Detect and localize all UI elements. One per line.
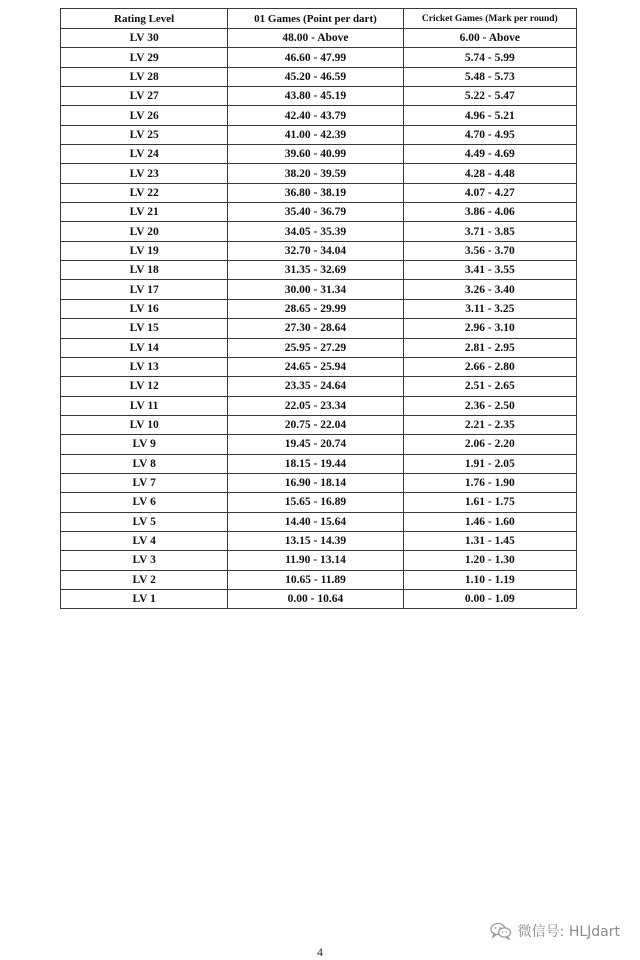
wechat-icon [490, 922, 512, 940]
table-row [61, 125, 577, 144]
table-row [61, 280, 577, 299]
cell-rating-level: LV 23 [61, 164, 228, 183]
cell-01-games: 42.40 - 43.79 [228, 106, 403, 125]
header-cricket-games: Cricket Games (Mark per round) [403, 9, 576, 29]
table-row [61, 589, 577, 608]
cell-01-games: 38.20 - 39.59 [228, 164, 403, 183]
table-row [61, 473, 577, 492]
cell-rating-level: LV 6 [61, 493, 228, 512]
cell-01-games: 30.00 - 31.34 [228, 280, 403, 299]
cell-rating-level: LV 28 [61, 67, 228, 86]
cell-cricket-games: 4.28 - 4.48 [403, 164, 576, 183]
table-row [61, 241, 577, 260]
table-row [61, 319, 577, 338]
cell-01-games: 23.35 - 24.64 [228, 377, 403, 396]
cell-cricket-games: 4.96 - 5.21 [403, 106, 576, 125]
cell-01-games: 15.65 - 16.89 [228, 493, 403, 512]
cell-cricket-games: 2.51 - 2.65 [403, 377, 576, 396]
table-row [61, 299, 577, 318]
cell-rating-level: LV 27 [61, 87, 228, 106]
cell-01-games: 20.75 - 22.04 [228, 415, 403, 434]
cell-cricket-games: 0.00 - 1.09 [403, 589, 576, 608]
cell-cricket-games: 3.56 - 3.70 [403, 241, 576, 260]
cell-rating-level: LV 24 [61, 145, 228, 164]
table-body [61, 29, 577, 609]
cell-01-games: 0.00 - 10.64 [228, 589, 403, 608]
table-row [61, 222, 577, 241]
cell-01-games: 36.80 - 38.19 [228, 183, 403, 202]
table-header [61, 9, 577, 29]
cell-rating-level: LV 12 [61, 377, 228, 396]
rating-level-table [60, 8, 577, 609]
cell-rating-level: LV 26 [61, 106, 228, 125]
table-row [61, 377, 577, 396]
cell-rating-level: LV 1 [61, 589, 228, 608]
cell-cricket-games: 1.46 - 1.60 [403, 512, 576, 531]
cell-rating-level: LV 20 [61, 222, 228, 241]
cell-cricket-games: 1.76 - 1.90 [403, 473, 576, 492]
cell-rating-level: LV 2 [61, 570, 228, 589]
cell-cricket-games: 4.07 - 4.27 [403, 183, 576, 202]
header-rating-level: Rating Level [61, 9, 228, 29]
cell-rating-level: LV 15 [61, 319, 228, 338]
cell-rating-level: LV 9 [61, 435, 228, 454]
cell-01-games: 45.20 - 46.59 [228, 67, 403, 86]
cell-01-games: 14.40 - 15.64 [228, 512, 403, 531]
cell-cricket-games: 3.41 - 3.55 [403, 261, 576, 280]
cell-rating-level: LV 11 [61, 396, 228, 415]
table-row [61, 164, 577, 183]
cell-cricket-games: 2.36 - 2.50 [403, 396, 576, 415]
cell-cricket-games: 2.21 - 2.35 [403, 415, 576, 434]
cell-rating-level: LV 5 [61, 512, 228, 531]
cell-01-games: 27.30 - 28.64 [228, 319, 403, 338]
cell-cricket-games: 4.70 - 4.95 [403, 125, 576, 144]
cell-rating-level: LV 16 [61, 299, 228, 318]
table-row [61, 493, 577, 512]
cell-cricket-games: 3.11 - 3.25 [403, 299, 576, 318]
cell-01-games: 35.40 - 36.79 [228, 203, 403, 222]
table-row [61, 48, 577, 67]
table-row [61, 67, 577, 86]
cell-01-games: 10.65 - 11.89 [228, 570, 403, 589]
cell-rating-level: LV 8 [61, 454, 228, 473]
cell-rating-level: LV 7 [61, 473, 228, 492]
header-01-games: 01 Games (Point per dart) [228, 9, 403, 29]
table-row [61, 29, 577, 48]
table-row [61, 570, 577, 589]
table-row [61, 454, 577, 473]
watermark-text: 微信号: HLJdart [517, 924, 620, 940]
cell-cricket-games: 1.20 - 1.30 [403, 551, 576, 570]
table-row [61, 87, 577, 106]
cell-01-games: 22.05 - 23.34 [228, 396, 403, 415]
cell-rating-level: LV 18 [61, 261, 228, 280]
cell-cricket-games: 3.71 - 3.85 [403, 222, 576, 241]
cell-rating-level: LV 30 [61, 29, 228, 48]
cell-cricket-games: 1.91 - 2.05 [403, 454, 576, 473]
cell-rating-level: LV 17 [61, 280, 228, 299]
cell-cricket-games: 5.74 - 5.99 [403, 48, 576, 67]
cell-cricket-games: 3.26 - 3.40 [403, 280, 576, 299]
cell-cricket-games: 2.66 - 2.80 [403, 357, 576, 376]
cell-01-games: 32.70 - 34.04 [228, 241, 403, 260]
cell-cricket-games: 2.96 - 3.10 [403, 319, 576, 338]
cell-cricket-games: 5.22 - 5.47 [403, 87, 576, 106]
cell-01-games: 41.00 - 42.39 [228, 125, 403, 144]
cell-01-games: 11.90 - 13.14 [228, 551, 403, 570]
table-row [61, 203, 577, 222]
cell-01-games: 46.60 - 47.99 [228, 48, 403, 67]
cell-01-games: 19.45 - 20.74 [228, 435, 403, 454]
cell-cricket-games: 5.48 - 5.73 [403, 67, 576, 86]
cell-01-games: 48.00 - Above [228, 29, 403, 48]
cell-rating-level: LV 3 [61, 551, 228, 570]
cell-rating-level: LV 10 [61, 415, 228, 434]
table-row [61, 512, 577, 531]
cell-01-games: 13.15 - 14.39 [228, 531, 403, 550]
cell-rating-level: LV 29 [61, 48, 228, 67]
cell-cricket-games: 1.61 - 1.75 [403, 493, 576, 512]
cell-rating-level: LV 21 [61, 203, 228, 222]
table-row [61, 435, 577, 454]
cell-rating-level: LV 4 [61, 531, 228, 550]
table-row [61, 396, 577, 415]
table-row [61, 145, 577, 164]
table-row [61, 357, 577, 376]
cell-cricket-games: 4.49 - 4.69 [403, 145, 576, 164]
cell-rating-level: LV 22 [61, 183, 228, 202]
header-row [61, 9, 577, 29]
page-number: 4 [317, 945, 323, 959]
cell-01-games: 25.95 - 27.29 [228, 338, 403, 357]
cell-rating-level: LV 25 [61, 125, 228, 144]
cell-cricket-games: 2.06 - 2.20 [403, 435, 576, 454]
cell-cricket-games: 1.10 - 1.19 [403, 570, 576, 589]
table-row [61, 183, 577, 202]
cell-01-games: 28.65 - 29.99 [228, 299, 403, 318]
table-row [61, 261, 577, 280]
cell-01-games: 43.80 - 45.19 [228, 87, 403, 106]
cell-rating-level: LV 19 [61, 241, 228, 260]
table-row [61, 551, 577, 570]
table-row [61, 338, 577, 357]
cell-rating-level: LV 14 [61, 338, 228, 357]
cell-cricket-games: 3.86 - 4.06 [403, 203, 576, 222]
cell-01-games: 39.60 - 40.99 [228, 145, 403, 164]
cell-rating-level: LV 13 [61, 357, 228, 376]
cell-cricket-games: 6.00 - Above [403, 29, 576, 48]
table-row [61, 531, 577, 550]
cell-01-games: 34.05 - 35.39 [228, 222, 403, 241]
cell-cricket-games: 2.81 - 2.95 [403, 338, 576, 357]
watermark [490, 921, 620, 941]
cell-01-games: 31.35 - 32.69 [228, 261, 403, 280]
table-row [61, 106, 577, 125]
table-row [61, 415, 577, 434]
cell-cricket-games: 1.31 - 1.45 [403, 531, 576, 550]
cell-01-games: 18.15 - 19.44 [228, 454, 403, 473]
cell-01-games: 16.90 - 18.14 [228, 473, 403, 492]
cell-01-games: 24.65 - 25.94 [228, 357, 403, 376]
